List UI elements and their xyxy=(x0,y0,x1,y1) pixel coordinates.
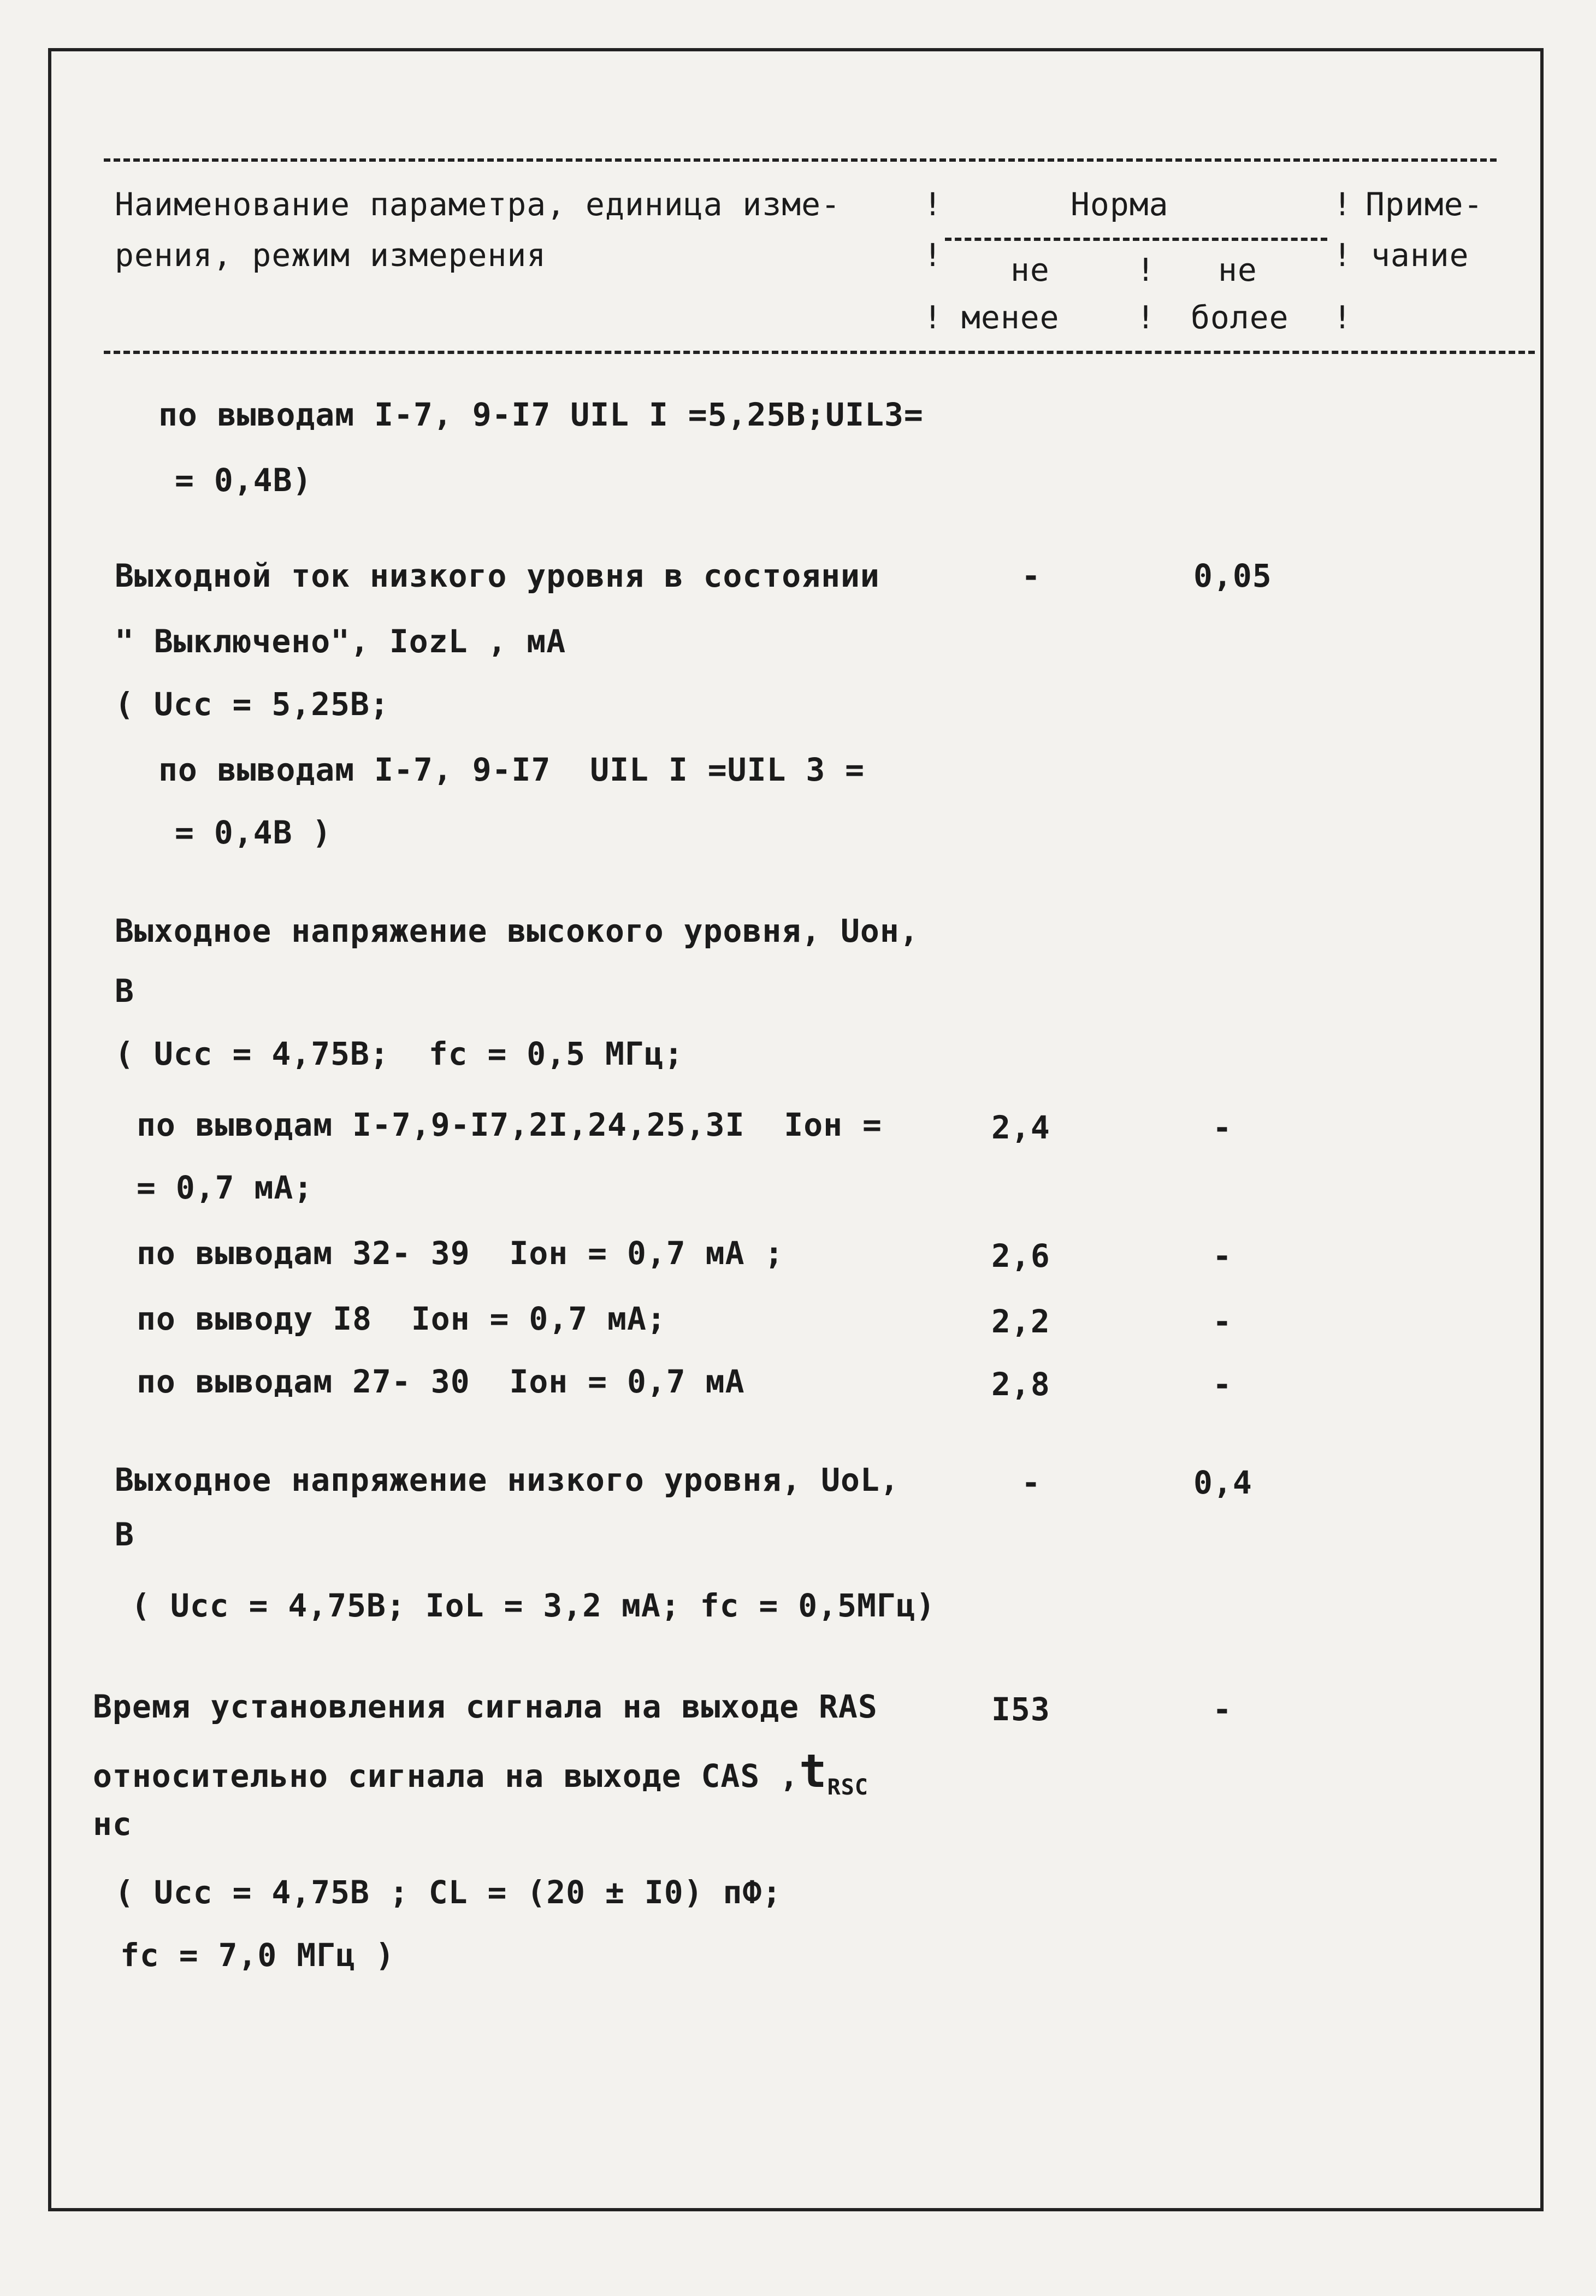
norma-sub-rule xyxy=(945,238,1327,241)
header-sep: ! xyxy=(1333,299,1352,336)
header-ne-menee-line1: не xyxy=(1010,251,1050,288)
row5-line2 xyxy=(93,1744,868,1800)
row2-line2: " Выключено", IozL , мА xyxy=(115,623,566,660)
header-sep: ! xyxy=(923,186,943,223)
row3-line1: Выходное напряжение высокого уровня, Uон, xyxy=(115,912,919,949)
header-sep: ! xyxy=(923,299,943,336)
row3-min2: 2,6 xyxy=(991,1237,1050,1274)
row5-line2-text: относительно сигнала на выходе CAS , xyxy=(93,1757,800,1795)
header-sep: ! xyxy=(1333,237,1352,274)
header-param-line2: рения, режим измерения xyxy=(115,237,547,274)
header-sep: ! xyxy=(923,237,943,274)
row3-max3: - xyxy=(1213,1303,1232,1340)
row3-line6: по выводам 32- 39 Iон = 0,7 мА ; xyxy=(137,1235,784,1272)
row3-line5: = 0,7 мА; xyxy=(137,1169,314,1206)
row5-line3: нс xyxy=(93,1805,132,1843)
row1-line2: = 0,4В) xyxy=(175,462,312,499)
row3-line3: ( Ucc = 4,75В; fc = 0,5 МГц; xyxy=(115,1035,684,1072)
row3-line2: В xyxy=(115,972,134,1010)
header-ne-bolee-line2: более xyxy=(1191,299,1289,336)
header-top-rule xyxy=(104,158,1497,162)
row3-max4: - xyxy=(1213,1366,1232,1403)
row2-line1: Выходной ток низкого уровня в состоянии xyxy=(115,557,880,594)
row3-line4: по выводам I-7,9-I7,2I,24,25,3I Iон = xyxy=(137,1106,882,1143)
header-ne-menee-line2: менее xyxy=(961,299,1060,336)
header-sep: ! xyxy=(1136,251,1156,288)
row1-line1: по выводам I-7, 9-I7 UIL I =5,25В;UIL3= xyxy=(158,396,924,433)
header-prim-line1: Приме- xyxy=(1366,186,1483,223)
row3-max1: - xyxy=(1213,1109,1232,1146)
row5-t-symbol: t xyxy=(799,1744,827,1798)
row3-max2: - xyxy=(1213,1237,1232,1274)
row5-max: - xyxy=(1213,1691,1232,1728)
header-sep: ! xyxy=(1136,299,1156,336)
header-prim-line2: чание xyxy=(1371,237,1469,274)
header-ne-bolee-line1: не xyxy=(1218,251,1257,288)
row5-line5: fc = 7,0 МГц ) xyxy=(120,1937,395,1974)
row4-line1: Выходное напряжение низкого уровня, UoL, xyxy=(115,1461,900,1498)
row3-min4: 2,8 xyxy=(991,1366,1050,1403)
row4-max: 0,4 xyxy=(1193,1464,1252,1501)
row3-line7: по выводу I8 Iон = 0,7 мА; xyxy=(137,1300,666,1337)
row3-min3: 2,2 xyxy=(991,1303,1050,1340)
row3-min1: 2,4 xyxy=(991,1109,1050,1146)
header-bottom-rule xyxy=(104,351,1535,354)
row2-line3: ( Ucc = 5,25В; xyxy=(115,686,389,723)
row4-min: - xyxy=(1021,1464,1041,1501)
row5-rsc-subscript: RSC xyxy=(827,1775,868,1800)
row5-line4: ( Ucc = 4,75В ; CL = (20 ± I0) пФ; xyxy=(115,1874,782,1911)
row2-line5: = 0,4В ) xyxy=(175,814,332,851)
header-param-line1: Наименование параметра, единица изме- xyxy=(115,186,841,223)
row2-max: 0,05 xyxy=(1193,557,1272,594)
row4-line3: ( Ucc = 4,75В; IoL = 3,2 мА; fc = 0,5МГц) xyxy=(131,1587,936,1624)
header-norma: Норма xyxy=(1071,186,1169,223)
row4-line2: В xyxy=(115,1516,134,1553)
row3-line8: по выводам 27- 30 Iон = 0,7 мА xyxy=(137,1363,745,1400)
header-sep: ! xyxy=(1333,186,1352,223)
row2-min: - xyxy=(1021,557,1041,594)
row2-line4: по выводам I-7, 9-I7 UIL I =UIL 3 = xyxy=(158,751,865,788)
row5-min: I53 xyxy=(991,1691,1050,1728)
row5-line1: Время установления сигнала на выходе RAS xyxy=(93,1688,878,1725)
